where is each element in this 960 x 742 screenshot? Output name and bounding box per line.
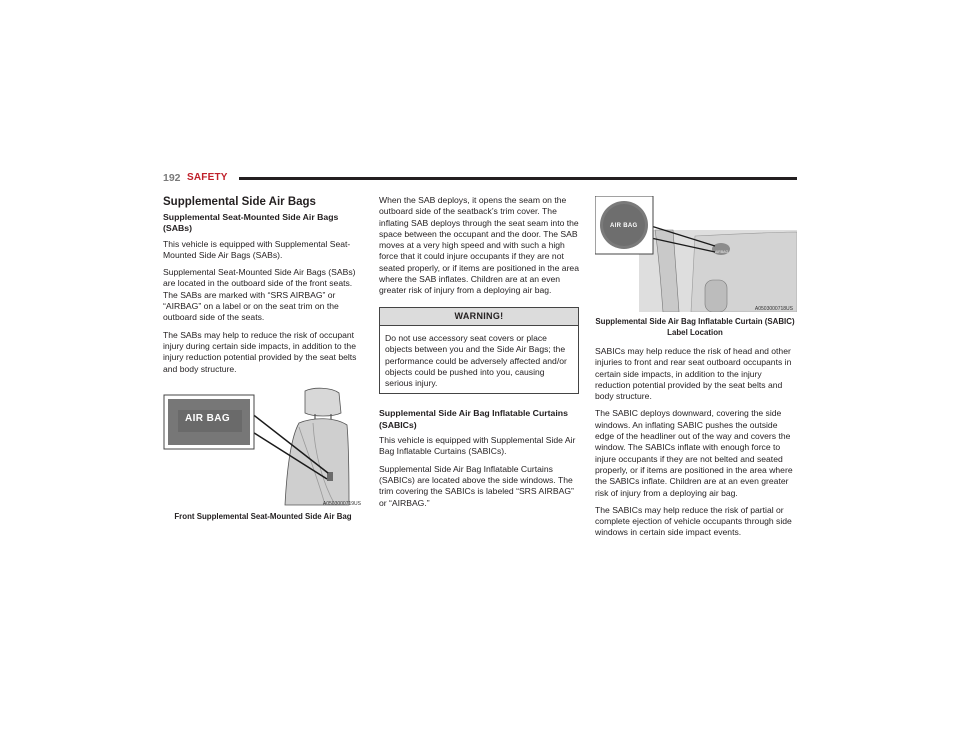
figure-sabic-label xyxy=(595,196,795,312)
figure-caption: Front Supplemental Seat-Mounted Side Air Bag xyxy=(174,511,352,521)
paragraph: Supplemental Side Air Bag Inflatable Curtains (SABICs) are located above the side windows. The trim covering the SABICs is labeled “SRS AIRBAG” or “AIRBAG.” xyxy=(379,463,574,508)
paragraph: The SABICs may help reduce the risk of partial or complete ejection of vehicle occupants through side windows in certain side impact events. xyxy=(595,504,792,538)
column-middle xyxy=(379,195,579,515)
paragraph: The SABIC deploys downward, covering the side windows. An inflating SABIC pushes the outside edge of the headliner out of the way and covers the window. The SABICs inflate with enough force to injure occupants if they are not belted and seated properly, or if items are positioned in the area where the SABICs inflate. Children are at an even greater risk of injury from a deploying air bag. xyxy=(595,408,793,498)
paragraph: SABICs may help reduce the risk of head and other injuries to front and rear seat outboard occupants in certain side impacts, in addition to the injury reduction potential provided by the seat belts and body structure. xyxy=(595,346,792,402)
paragraph: The SABs may help to reduce the risk of occupant injury during certain side impacts, in addition to the injury reduction potential provided by the seat belts and body structure. xyxy=(163,329,357,374)
airbag-label-text: AIR BAG xyxy=(185,412,231,424)
warning-title: WARNING! xyxy=(380,308,578,326)
figure-caption xyxy=(595,317,795,338)
header-rule xyxy=(239,177,797,180)
paragraph: This vehicle is equipped with Supplemental Seat-Mounted Side Air Bags (SABs). xyxy=(163,238,351,260)
paragraph: This vehicle is equipped with Supplemental Side Air Bag Inflatable Curtains (SABICs). xyxy=(379,435,576,457)
heading-side-air-bags: Supplemental Side Air Bags xyxy=(163,196,316,208)
page-number: 192 xyxy=(163,172,181,184)
trim-label-text: AIRBAG xyxy=(715,250,729,254)
warning-text: Do not use accessory seat covers or place objects between you and the Side Air Bags; the performance could be adversely affected and/or objects could be pushed into you, causing serious injury. xyxy=(385,332,567,389)
sabic-label-illustration xyxy=(595,196,797,312)
subheading-sabs: Supplemental Seat-Mounted Side Air Bags (SABs) xyxy=(163,212,339,234)
paragraph: When the SAB deploys, it opens the seam on the outboard side of the seatback’s trim cover. The inflating SAB deploys through the seat seam into the space between the occupant and the door. The SAB moves at a very high speed and with such a high force that it could injure occupants if they are not seated properly, or if items are positioned in the area where the SAB inflates. Children are at an even greater risk of injury from a deploying air bag. xyxy=(379,195,579,296)
seat-airbag-illustration xyxy=(163,387,363,507)
airbag-label-text: AIR BAG xyxy=(610,223,638,229)
figure-seat-airbag xyxy=(163,387,363,507)
caption-line: Label Location xyxy=(667,327,723,337)
warning-box xyxy=(379,307,579,395)
column-left xyxy=(163,195,363,530)
caption-line: Supplemental Side Air Bag Inflatable Curtain (SABIC) xyxy=(595,317,795,326)
subheading-sabics: Supplemental Side Air Bag Inflatable Curtains (SABICs) xyxy=(379,408,568,430)
figure-code: A0503000719US xyxy=(322,500,361,507)
column-right xyxy=(595,196,795,545)
page-header xyxy=(163,172,797,184)
paragraph: Supplemental Seat-Mounted Side Air Bags (SABs) are located in the outboard side of the front seats. The SABs are marked with “SRS AIRBAG” or “AIRBAG” on a label or on the seat trim on the outboard side of the seats. xyxy=(163,267,356,323)
section-title: SAFETY xyxy=(187,172,228,183)
figure-code: A0503000718US xyxy=(754,306,793,312)
